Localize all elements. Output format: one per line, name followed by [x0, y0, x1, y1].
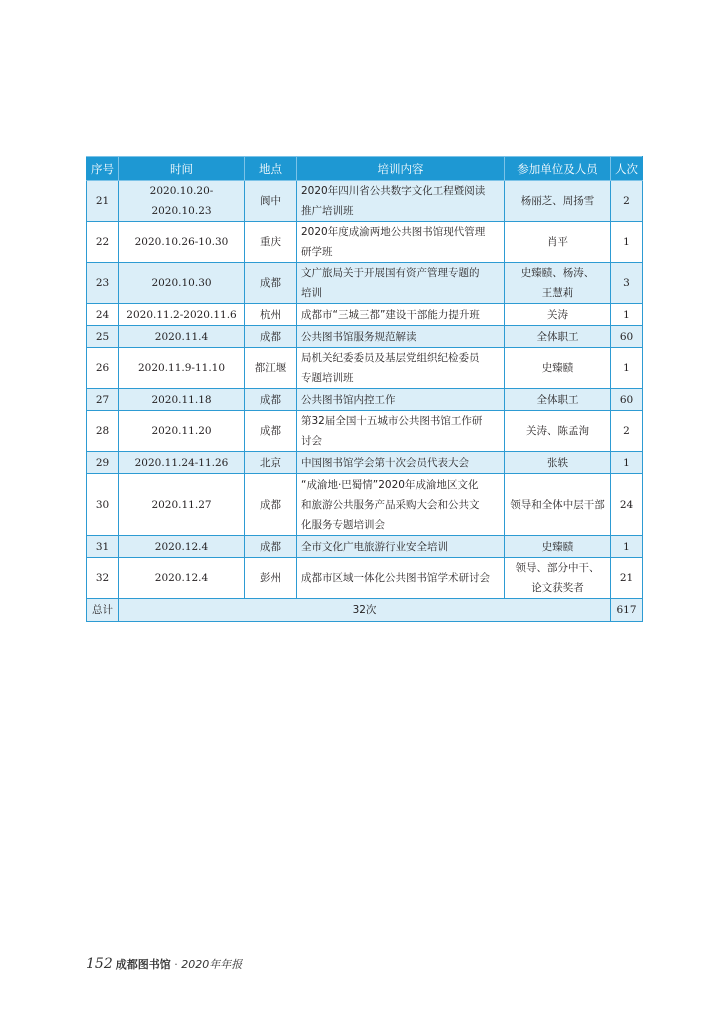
content-line: “成渝地·巴蜀情”2020年成渝地区文化 — [301, 478, 479, 491]
cell-place: 成都 — [245, 474, 297, 536]
cell-no: 30 — [87, 474, 119, 536]
cell-place: 成都 — [245, 411, 297, 452]
header-date: 时间 — [119, 157, 245, 181]
cell-count: 1 — [611, 452, 643, 474]
table-row — [87, 474, 643, 536]
participants-line: 肖平 — [547, 236, 568, 248]
content-line: 成都市“三城三都”建设干部能力提升班 — [301, 308, 480, 321]
cell-date: 2020.11.2-2020.11.6 — [119, 304, 245, 326]
table-row — [87, 348, 643, 389]
cell-content — [297, 326, 505, 348]
content-line: 公共图书馆服务规范解读 — [301, 330, 417, 343]
cell-no: 24 — [87, 304, 119, 326]
cell-no: 27 — [87, 389, 119, 411]
content-line: 文广旅局关于开展国有资产管理专题的 — [301, 267, 480, 279]
total-sessions: 32次 — [119, 599, 611, 622]
participants-line: 史臻赜、杨涛、 — [520, 267, 595, 279]
cell-place: 都江堰 — [245, 348, 297, 389]
page-footer — [86, 956, 242, 972]
participants-line: 史臻赜 — [541, 540, 574, 553]
footer-separator: · — [174, 958, 178, 971]
cell-content — [297, 389, 505, 411]
table-row — [87, 452, 643, 474]
content-line: 全市文化广电旅游行业安全培训 — [301, 540, 448, 553]
header-participants: 参加单位及人员 — [505, 157, 611, 181]
cell-count: 2 — [611, 411, 643, 452]
cell-place: 成都 — [245, 389, 297, 411]
cell-count: 24 — [611, 474, 643, 536]
total-row — [87, 599, 643, 622]
participants-line: 杨丽芝、周扬雪 — [520, 195, 595, 207]
cell-content — [297, 452, 505, 474]
cell-participants — [505, 222, 611, 263]
cell-no: 29 — [87, 452, 119, 474]
cell-participants — [505, 536, 611, 558]
content-line: 推广培训班 — [301, 205, 354, 217]
cell-content — [297, 474, 505, 536]
table-row — [87, 304, 643, 326]
cell-participants — [505, 389, 611, 411]
cell-date: 2020.12.4 — [119, 558, 245, 599]
participants-line: 领导、部分中干、 — [515, 562, 600, 574]
cell-content — [297, 411, 505, 452]
cell-place: 彭州 — [245, 558, 297, 599]
cell-participants — [505, 304, 611, 326]
participants-line: 领导和全体中层干部 — [510, 498, 605, 511]
content-line: 讨会 — [301, 435, 322, 447]
table-row — [87, 263, 643, 304]
participants-line: 全体职工 — [536, 393, 579, 406]
cell-count: 60 — [611, 389, 643, 411]
header-no: 序号 — [87, 157, 119, 181]
page-number: 152 — [86, 956, 113, 972]
content-line: 局机关纪委委员及基层党组织纪检委员 — [301, 352, 480, 364]
content-line: 2020年度成渝两地公共图书馆现代管理 — [301, 226, 486, 238]
cell-date: 2020.11.27 — [119, 474, 245, 536]
cell-count: 1 — [611, 304, 643, 326]
cell-content — [297, 558, 505, 599]
cell-participants — [505, 411, 611, 452]
table-header-row — [87, 157, 643, 181]
content-line: 培训 — [301, 287, 322, 299]
cell-date: 2020.11.4 — [119, 326, 245, 348]
cell-count: 3 — [611, 263, 643, 304]
cell-no: 31 — [87, 536, 119, 558]
cell-no: 23 — [87, 263, 119, 304]
table-row — [87, 536, 643, 558]
cell-place: 成都 — [245, 326, 297, 348]
cell-no: 28 — [87, 411, 119, 452]
content-line: 公共图书馆内控工作 — [301, 393, 396, 406]
cell-date: 2020.10.30 — [119, 263, 245, 304]
cell-place: 杭州 — [245, 304, 297, 326]
cell-participants — [505, 474, 611, 536]
cell-participants — [505, 348, 611, 389]
content-line: 成都市区域一体化公共图书馆学术研讨会 — [301, 572, 490, 584]
cell-place: 重庆 — [245, 222, 297, 263]
table-body — [87, 181, 643, 599]
cell-participants — [505, 326, 611, 348]
table-row — [87, 181, 643, 222]
cell-no: 25 — [87, 326, 119, 348]
participants-line: 王慧莉 — [541, 287, 574, 299]
cell-count: 1 — [611, 348, 643, 389]
cell-participants — [505, 263, 611, 304]
cell-no: 21 — [87, 181, 119, 222]
cell-date: 2020.11.24-11.26 — [119, 452, 245, 474]
content-line: 第32届全国十五城市公共图书馆工作研 — [301, 415, 483, 427]
cell-participants — [505, 181, 611, 222]
table-row — [87, 558, 643, 599]
cell-date: 2020.10.26-10.30 — [119, 222, 245, 263]
total-label: 总计 — [87, 599, 119, 622]
total-count: 617 — [611, 599, 643, 622]
cell-count: 1 — [611, 222, 643, 263]
table-row — [87, 389, 643, 411]
cell-count: 1 — [611, 536, 643, 558]
cell-content — [297, 536, 505, 558]
training-table — [86, 156, 643, 622]
cell-count: 21 — [611, 558, 643, 599]
content-line: 和旅游公共服务产品采购大会和公共文 — [301, 498, 480, 511]
content-line: 2020年四川省公共数字文化工程暨阅读 — [301, 185, 486, 197]
cell-date: 2020.12.4 — [119, 536, 245, 558]
content-line: 研学班 — [301, 246, 333, 258]
table-row — [87, 222, 643, 263]
cell-date: 2020.11.9-11.10 — [119, 348, 245, 389]
header-content: 培训内容 — [297, 157, 505, 181]
footer-brand: 成都图书馆 — [115, 958, 171, 971]
cell-count: 2 — [611, 181, 643, 222]
cell-date: 2020.11.20 — [119, 411, 245, 452]
header-count: 人次 — [611, 157, 643, 181]
participants-line: 关涛、陈孟洵 — [526, 425, 589, 437]
cell-content — [297, 181, 505, 222]
cell-content — [297, 348, 505, 389]
content-line: 中国图书馆学会第十次会员代表大会 — [301, 456, 469, 469]
cell-no: 32 — [87, 558, 119, 599]
cell-place: 阆中 — [245, 181, 297, 222]
header-place: 地点 — [245, 157, 297, 181]
cell-content — [297, 222, 505, 263]
participants-line: 张轶 — [547, 456, 568, 469]
table-row — [87, 411, 643, 452]
participants-line: 论文获奖者 — [531, 582, 584, 594]
cell-count: 60 — [611, 326, 643, 348]
participants-line: 全体职工 — [536, 330, 579, 343]
cell-place: 成都 — [245, 536, 297, 558]
cell-place: 北京 — [245, 452, 297, 474]
cell-date: 2020.10.20-2020.10.23 — [119, 181, 245, 222]
footer-year-label: 2020年年报 — [181, 958, 243, 971]
content-line: 化服务专题培训会 — [301, 518, 385, 531]
table-row — [87, 326, 643, 348]
cell-no: 26 — [87, 348, 119, 389]
cell-content — [297, 263, 505, 304]
cell-place: 成都 — [245, 263, 297, 304]
cell-participants — [505, 558, 611, 599]
cell-participants — [505, 452, 611, 474]
participants-line: 史臻赜 — [541, 362, 574, 374]
participants-line: 关涛 — [547, 308, 568, 321]
cell-content — [297, 304, 505, 326]
cell-date: 2020.11.18 — [119, 389, 245, 411]
content-line: 专题培训班 — [301, 372, 354, 384]
cell-no: 22 — [87, 222, 119, 263]
